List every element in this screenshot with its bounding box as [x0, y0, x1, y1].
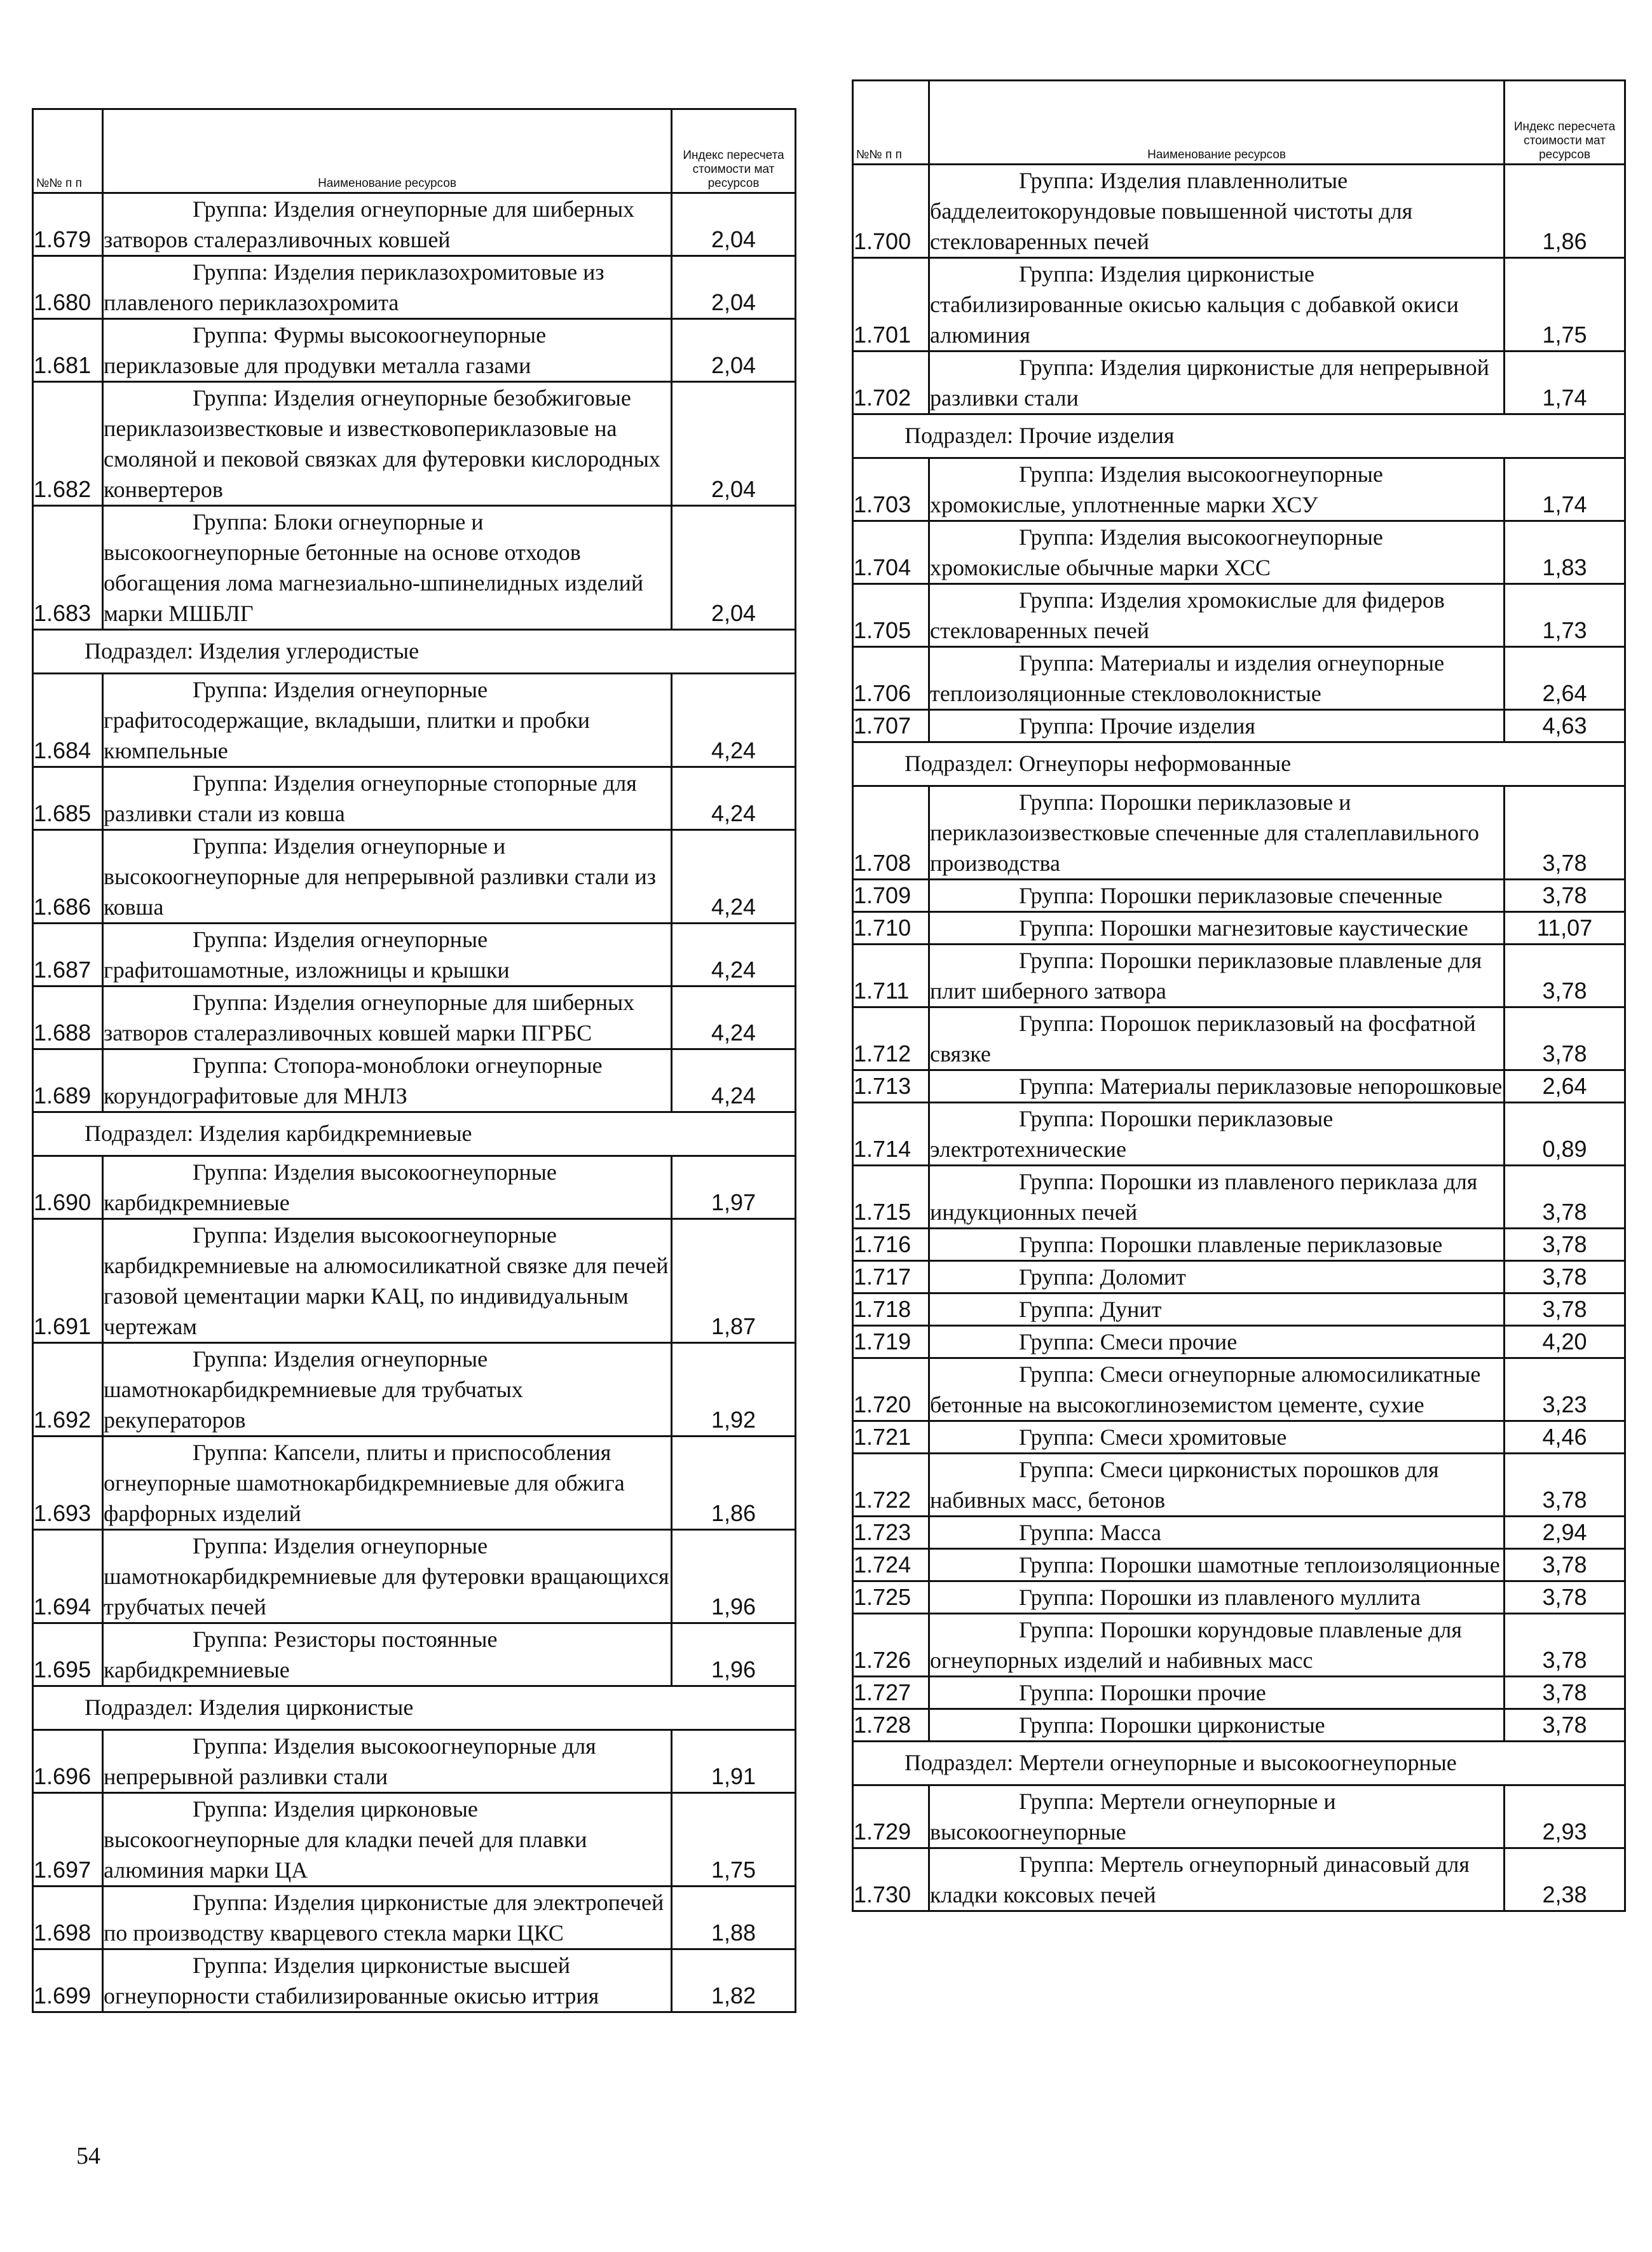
resource-name-text: Группа: Изделия плавленнолитые бадделеитокорундовые повышенной чистоты для стекловаренных печей: [930, 168, 1413, 254]
row-number: 1.730: [853, 1848, 929, 1911]
index-value: 1,96: [672, 1530, 796, 1623]
table-row: [853, 945, 1625, 1007]
index-value: 2,04: [672, 256, 796, 319]
resource-name-text: Группа: Изделия высокоогнеупорные хромокислые обычные марки ХСС: [930, 524, 1383, 580]
row-number: 1.711: [853, 945, 929, 1007]
index-value: 1,73: [1505, 584, 1625, 647]
resource-name: [103, 1343, 672, 1437]
table-row: [33, 986, 796, 1049]
index-value: 3,78: [1505, 1677, 1625, 1709]
table-row: [853, 1326, 1625, 1358]
row-number: 1.715: [853, 1166, 929, 1229]
resource-name-text: Группа: Порошки из плавленого муллита: [1019, 1585, 1421, 1610]
resource-name-text: Группа: Изделия высокоогнеупорные карбидкремниевые: [104, 1159, 557, 1215]
subsection-row: [33, 630, 796, 674]
resource-name: [103, 193, 672, 256]
resource-name: [929, 880, 1505, 912]
left-resource-table: [32, 108, 796, 2013]
resource-name: [929, 1517, 1505, 1549]
table-row: [853, 1166, 1625, 1229]
resource-name: [103, 767, 672, 830]
resource-name: [929, 458, 1505, 521]
table-row: [853, 1070, 1625, 1103]
resource-name: [929, 912, 1505, 945]
resource-name-text: Группа: Порошки периклазовые электротехнические: [930, 1106, 1334, 1162]
subsection-title: Подраздел: Изделия цирконистые: [33, 1686, 796, 1730]
resource-name-text: Группа: Изделия цирконистые для электропечей по производству кварцевого стекла марки ЦКС: [104, 1890, 664, 1946]
resource-name: [929, 1549, 1505, 1581]
header-name: Наименование ресурсов: [929, 81, 1505, 165]
row-number: 1.701: [853, 258, 929, 351]
resource-name: [929, 1848, 1505, 1911]
index-value: 3,78: [1505, 1614, 1625, 1677]
index-value: 4,24: [672, 1049, 796, 1112]
resource-name: [929, 1166, 1505, 1229]
row-number: 1.696: [33, 1730, 103, 1793]
resource-name: [929, 1229, 1505, 1261]
table-row: [33, 1049, 796, 1112]
index-value: 1,83: [1505, 521, 1625, 584]
table-row: [853, 1517, 1625, 1549]
row-number: 1.705: [853, 584, 929, 647]
table-row: [853, 786, 1625, 880]
table-row: [33, 924, 796, 986]
resource-name-text: Группа: Стопора-моноблоки огнеупорные корундографитовые для МНЛЗ: [104, 1053, 603, 1109]
table-row: [33, 1219, 796, 1343]
row-number: 1.718: [853, 1293, 929, 1326]
resource-name-text: Группа: Порошки цирконистые: [1019, 1712, 1325, 1738]
resource-name-text: Группа: Изделия огнеупорные стопорные для разливки стали из ковша: [104, 770, 637, 826]
resource-name-text: Группа: Порошки периклазовые плавленые для плит шиберного затвора: [930, 948, 1482, 1004]
resource-name-text: Группа: Изделия цирконистые для непрерывной разливки стали: [930, 355, 1489, 411]
table-row: [853, 584, 1625, 647]
row-number: 1.682: [33, 382, 103, 506]
table-row: [33, 767, 796, 830]
resource-name-text: Группа: Порошки прочие: [1019, 1680, 1266, 1705]
row-number: 1.723: [853, 1517, 929, 1549]
header-index: Индекс пересчета стоимости мат ресурсов: [672, 109, 796, 193]
table-row: [853, 1421, 1625, 1454]
subsection-row: [853, 414, 1625, 458]
row-number: 1.683: [33, 506, 103, 630]
row-number: 1.699: [33, 1949, 103, 2012]
table-row: [33, 1437, 796, 1530]
table-row: [853, 521, 1625, 584]
resource-name: [929, 945, 1505, 1007]
table-row: [853, 710, 1625, 742]
index-value: 3,78: [1505, 1581, 1625, 1614]
resource-name-text: Группа: Изделия хромокислые для фидеров стекловаренных печей: [930, 587, 1445, 643]
table-row: [33, 1623, 796, 1686]
resource-name: [103, 1887, 672, 1949]
index-value: 1,88: [672, 1887, 796, 1949]
row-number: 1.708: [853, 786, 929, 880]
row-number: 1.722: [853, 1454, 929, 1517]
resource-name: [103, 1156, 672, 1219]
row-number: 1.700: [853, 165, 929, 258]
row-number: 1.716: [853, 1229, 929, 1261]
index-value: 4,24: [672, 924, 796, 986]
resource-name: [929, 1421, 1505, 1454]
index-value: 1,75: [672, 1793, 796, 1887]
row-number: 1.704: [853, 521, 929, 584]
row-number: 1.706: [853, 647, 929, 710]
resource-name-text: Группа: Порошки шамотные теплоизоляционные: [1019, 1552, 1500, 1578]
table-row: [33, 674, 796, 767]
resource-name-text: Группа: Дунит: [1019, 1297, 1162, 1322]
row-number: 1.703: [853, 458, 929, 521]
index-value: 0,89: [1505, 1103, 1625, 1166]
index-value: 1,74: [1505, 351, 1625, 414]
table-row: [33, 193, 796, 256]
table-row: [853, 351, 1625, 414]
table-row: [33, 256, 796, 319]
table-row: [853, 1358, 1625, 1421]
index-value: 3,23: [1505, 1358, 1625, 1421]
resource-name: [103, 1219, 672, 1343]
resource-name: [103, 319, 672, 382]
resource-name: [929, 1677, 1505, 1709]
index-value: 1,75: [1505, 258, 1625, 351]
resource-name: [929, 1581, 1505, 1614]
row-number: 1.680: [33, 256, 103, 319]
row-number: 1.725: [853, 1581, 929, 1614]
index-value: 3,78: [1505, 1293, 1625, 1326]
left-table-body: [33, 193, 796, 2012]
index-value: 2,64: [1505, 647, 1625, 710]
resource-name: [929, 710, 1505, 742]
resource-name: [929, 1709, 1505, 1742]
index-value: 4,46: [1505, 1421, 1625, 1454]
resource-name-text: Группа: Капсели, плиты и приспособления огнеупорные шамотнокарбидкремниевые для обжига фарфорных изделий: [104, 1440, 625, 1526]
resource-name: [929, 1358, 1505, 1421]
table-row: [853, 1103, 1625, 1166]
row-number: 1.685: [33, 767, 103, 830]
resource-name: [103, 1949, 672, 2012]
resource-name-text: Группа: Изделия огнеупорные шамотнокарбидкремниевые для футеровки вращающихся трубчатых печей: [104, 1533, 669, 1620]
table-row: [33, 1343, 796, 1437]
resource-name: [103, 506, 672, 630]
header-name: Наименование ресурсов: [103, 109, 672, 193]
resource-name-text: Группа: Фурмы высокоогнеупорные периклазовые для продувки металла газами: [104, 322, 547, 378]
row-number: 1.689: [33, 1049, 103, 1112]
index-value: 1,86: [1505, 165, 1625, 258]
index-value: 3,78: [1505, 1229, 1625, 1261]
table-header: [33, 109, 796, 193]
index-value: 3,78: [1505, 1261, 1625, 1293]
index-value: 3,78: [1505, 786, 1625, 880]
row-number: 1.714: [853, 1103, 929, 1166]
resource-name: [103, 1793, 672, 1887]
resource-name: [103, 924, 672, 986]
page-number: 54: [76, 2143, 100, 2169]
subsection-title: Подраздел: Мертели огнеупорные и высокоогнеупорные: [853, 1742, 1625, 1785]
table-row: [853, 647, 1625, 710]
resource-name-text: Группа: Смеси прочие: [1019, 1329, 1238, 1355]
index-value: 2,04: [672, 382, 796, 506]
resource-name-text: Группа: Смеси огнеупорные алюмосиликатные бетонные на высокоглиноземистом цементе, сухие: [930, 1361, 1481, 1417]
row-number: 1.691: [33, 1219, 103, 1343]
row-number: 1.684: [33, 674, 103, 767]
table-row: [853, 1677, 1625, 1709]
resource-name: [103, 382, 672, 506]
row-number: 1.707: [853, 710, 929, 742]
subsection-title: Подраздел: Изделия углеродистые: [33, 630, 796, 674]
table-header: [853, 81, 1625, 165]
row-number: 1.719: [853, 1326, 929, 1358]
resource-name: [929, 1070, 1505, 1103]
index-value: 4,24: [672, 674, 796, 767]
row-number: 1.702: [853, 351, 929, 414]
resource-name-text: Группа: Изделия цирконовые высокоогнеупорные для кладки печей для плавки алюминия марки ЦА: [104, 1796, 587, 1883]
resource-name: [929, 786, 1505, 880]
index-value: 2,04: [672, 319, 796, 382]
resource-name-text: Группа: Мертель огнеупорный динасовый для кладки коксовых печей: [930, 1852, 1470, 1907]
resource-name: [103, 1623, 672, 1686]
index-value: 4,24: [672, 986, 796, 1049]
row-number: 1.710: [853, 912, 929, 945]
index-value: 2,04: [672, 506, 796, 630]
resource-name: [103, 986, 672, 1049]
index-value: 3,78: [1505, 1166, 1625, 1229]
resource-name: [929, 1454, 1505, 1517]
table-row: [853, 1614, 1625, 1677]
resource-name-text: Группа: Изделия огнеупорные и высокоогнеупорные для непрерывной разливки стали из ковша: [104, 833, 657, 920]
index-value: 1,87: [672, 1219, 796, 1343]
resource-name-text: Группа: Материалы периклазовые непорошковые: [1019, 1074, 1503, 1099]
resource-name: [103, 674, 672, 767]
index-value: 4,20: [1505, 1326, 1625, 1358]
resource-name: [929, 1326, 1505, 1358]
row-number: 1.687: [33, 924, 103, 986]
resource-name-text: Группа: Изделия цирконистые высшей огнеупорности стабилизированные окисью иттрия: [104, 1953, 599, 2009]
resource-name: [929, 1007, 1505, 1070]
resource-name-text: Группа: Изделия огнеупорные безобжиговые периклазоизвестковые и известковопериклазовые на смоляной и пековой связках для футеровки кислородных конвертеров: [104, 385, 660, 502]
index-value: 2,94: [1505, 1517, 1625, 1549]
header-num: №№ п п: [853, 81, 929, 165]
table-row: [33, 1887, 796, 1949]
row-number: 1.694: [33, 1530, 103, 1623]
row-number: 1.721: [853, 1421, 929, 1454]
table-row: [33, 382, 796, 506]
resource-name-text: Группа: Мертели огнеупорные и высокоогнеупорные: [930, 1789, 1336, 1845]
resource-name: [929, 584, 1505, 647]
row-number: 1.693: [33, 1437, 103, 1530]
resource-name: [929, 351, 1505, 414]
resource-name-text: Группа: Смеси цирконистых порошков для набивных масс, бетонов: [930, 1457, 1439, 1513]
index-value: 1,82: [672, 1949, 796, 2012]
resource-name: [103, 830, 672, 924]
row-number: 1.690: [33, 1156, 103, 1219]
table-row: [853, 1581, 1625, 1614]
resource-name: [929, 647, 1505, 710]
resource-name-text: Группа: Изделия огнеупорные шамотнокарбидкремниевые для трубчатых рекуператоров: [104, 1346, 523, 1433]
subsection-title: Подраздел: Прочие изделия: [853, 414, 1625, 458]
index-value: 1,74: [1505, 458, 1625, 521]
resource-name-text: Группа: Материалы и изделия огнеупорные теплоизоляционные стекловолокнистые: [930, 650, 1445, 706]
subsection-row: [33, 1112, 796, 1156]
row-number: 1.679: [33, 193, 103, 256]
row-number: 1.712: [853, 1007, 929, 1070]
table-row: [853, 258, 1625, 351]
row-number: 1.727: [853, 1677, 929, 1709]
index-value: 3,78: [1505, 945, 1625, 1007]
resource-name-text: Группа: Резисторы постоянные карбидкремниевые: [104, 1627, 498, 1682]
table-row: [853, 912, 1625, 945]
resource-name-text: Группа: Изделия огнеупорные графитосодержащие, вкладыши, плитки и пробки кюмпельные: [104, 677, 590, 763]
resource-name-text: Группа: Порошки плавленые периклазовые: [1019, 1232, 1443, 1257]
index-value: 11,07: [1505, 912, 1625, 945]
row-number: 1.698: [33, 1887, 103, 1949]
index-value: 3,78: [1505, 1549, 1625, 1581]
table-row: [853, 458, 1625, 521]
resource-name-text: Группа: Изделия цирконистые стабилизированные окисью кальция с добавкой окиси алюминия: [930, 261, 1459, 348]
table-row: [853, 880, 1625, 912]
resource-name: [929, 1103, 1505, 1166]
row-number: 1.724: [853, 1549, 929, 1581]
row-number: 1.729: [853, 1785, 929, 1848]
index-value: 2,38: [1505, 1848, 1625, 1911]
subsection-row: [853, 742, 1625, 786]
row-number: 1.713: [853, 1070, 929, 1103]
index-value: 3,78: [1505, 1007, 1625, 1070]
table-row: [853, 1549, 1625, 1581]
table-row: [853, 1293, 1625, 1326]
resource-name: [929, 1261, 1505, 1293]
resource-name: [103, 1530, 672, 1623]
resource-name: [929, 1614, 1505, 1677]
right-resource-table: [852, 79, 1626, 1912]
resource-name-text: Группа: Изделия огнеупорные для шиберных затворов сталеразливочных ковшей марки ПГРБС: [104, 990, 635, 1046]
row-number: 1.686: [33, 830, 103, 924]
resource-name-text: Группа: Порошки из плавленого периклаза для индукционных печей: [930, 1169, 1478, 1225]
index-value: 1,91: [672, 1730, 796, 1793]
subsection-row: [853, 1742, 1625, 1785]
table-row: [33, 319, 796, 382]
resource-name-text: Группа: Порошки корундовые плавленые для огнеупорных изделий и набивных масс: [930, 1617, 1462, 1673]
resource-name: [103, 1730, 672, 1793]
index-value: 1,92: [672, 1343, 796, 1437]
resource-name: [929, 1293, 1505, 1326]
table-row: [33, 1530, 796, 1623]
row-number: 1.709: [853, 880, 929, 912]
subsection-title: Подраздел: Огнеупоры неформованные: [853, 742, 1625, 786]
resource-name: [103, 1437, 672, 1530]
resource-name-text: Группа: Порошки периклазовые спеченные: [1019, 883, 1443, 908]
table-row: [33, 1156, 796, 1219]
right-table-body: [853, 165, 1625, 1911]
index-value: 4,24: [672, 830, 796, 924]
row-number: 1.681: [33, 319, 103, 382]
resource-name-text: Группа: Порошок периклазовый на фосфатной связке: [930, 1011, 1476, 1067]
index-value: 1,97: [672, 1156, 796, 1219]
resource-name-text: Группа: Смеси хромитовые: [1019, 1424, 1287, 1450]
row-number: 1.728: [853, 1709, 929, 1742]
index-value: 2,04: [672, 193, 796, 256]
resource-name-text: Группа: Изделия высокоогнеупорные хромокислые, уплотненные марки ХСУ: [930, 461, 1383, 517]
table-row: [33, 1730, 796, 1793]
row-number: 1.697: [33, 1793, 103, 1887]
index-value: 3,78: [1505, 1709, 1625, 1742]
row-number: 1.692: [33, 1343, 103, 1437]
row-number: 1.726: [853, 1614, 929, 1677]
header-num: №№ п п: [33, 109, 103, 193]
resource-name-text: Группа: Изделия огнеупорные для шиберных затворов сталеразливочных ковшей: [104, 196, 635, 252]
table-row: [853, 1229, 1625, 1261]
resource-name-text: Группа: Прочие изделия: [1019, 713, 1255, 739]
subsection-row: [33, 1686, 796, 1730]
row-number: 1.695: [33, 1623, 103, 1686]
index-value: 3,78: [1505, 1454, 1625, 1517]
resource-name-text: Группа: Масса: [1019, 1520, 1161, 1545]
table-row: [853, 1454, 1625, 1517]
table-row: [33, 830, 796, 924]
resource-name: [929, 165, 1505, 258]
table-row: [33, 1949, 796, 2012]
resource-name: [103, 256, 672, 319]
table-row: [33, 506, 796, 630]
resource-name-text: Группа: Изделия высокоогнеупорные карбидкремниевые на алюмосиликатной связке для печей газовой цементации марки КАЦ, по индивидуальным чертежам: [104, 1222, 669, 1339]
subsection-title: Подраздел: Изделия карбидкремниевые: [33, 1112, 796, 1156]
resource-name-text: Группа: Доломит: [1019, 1264, 1186, 1290]
table-row: [853, 1007, 1625, 1070]
resource-name-text: Группа: Изделия периклазохромитовые из плавленого периклазохромита: [104, 259, 604, 315]
index-value: 1,96: [672, 1623, 796, 1686]
resource-name-text: Группа: Изделия огнеупорные графитошамотные, изложницы и крышки: [104, 927, 510, 983]
resource-name-text: Группа: Блоки огнеупорные и высокоогнеупорные бетонные на основе отходов обогащения лома магнезиально-шпинелидных изделий марки МШБЛГ: [104, 509, 644, 626]
table-row: [853, 165, 1625, 258]
table-row: [853, 1709, 1625, 1742]
resource-name: [929, 258, 1505, 351]
row-number: 1.717: [853, 1261, 929, 1293]
index-value: 1,86: [672, 1437, 796, 1530]
table-row: [853, 1261, 1625, 1293]
header-index: Индекс пересчета стоимости мат ресурсов: [1505, 81, 1625, 165]
row-number: 1.688: [33, 986, 103, 1049]
index-value: 4,24: [672, 767, 796, 830]
table-row: [853, 1785, 1625, 1848]
index-value: 3,78: [1505, 880, 1625, 912]
resource-name-text: Группа: Порошки периклазовые и периклазоизвестковые спеченные для сталеплавильного производства: [930, 789, 1479, 876]
resource-name: [103, 1049, 672, 1112]
resource-name-text: Группа: Изделия высокоогнеупорные для непрерывной разливки стали: [104, 1733, 596, 1789]
row-number: 1.720: [853, 1358, 929, 1421]
resource-name: [929, 521, 1505, 584]
index-value: 2,93: [1505, 1785, 1625, 1848]
table-row: [853, 1848, 1625, 1911]
resource-name: [929, 1785, 1505, 1848]
table-row: [33, 1793, 796, 1887]
resource-name-text: Группа: Порошки магнезитовые каустические: [1019, 915, 1468, 941]
index-value: 4,63: [1505, 710, 1625, 742]
index-value: 2,64: [1505, 1070, 1625, 1103]
